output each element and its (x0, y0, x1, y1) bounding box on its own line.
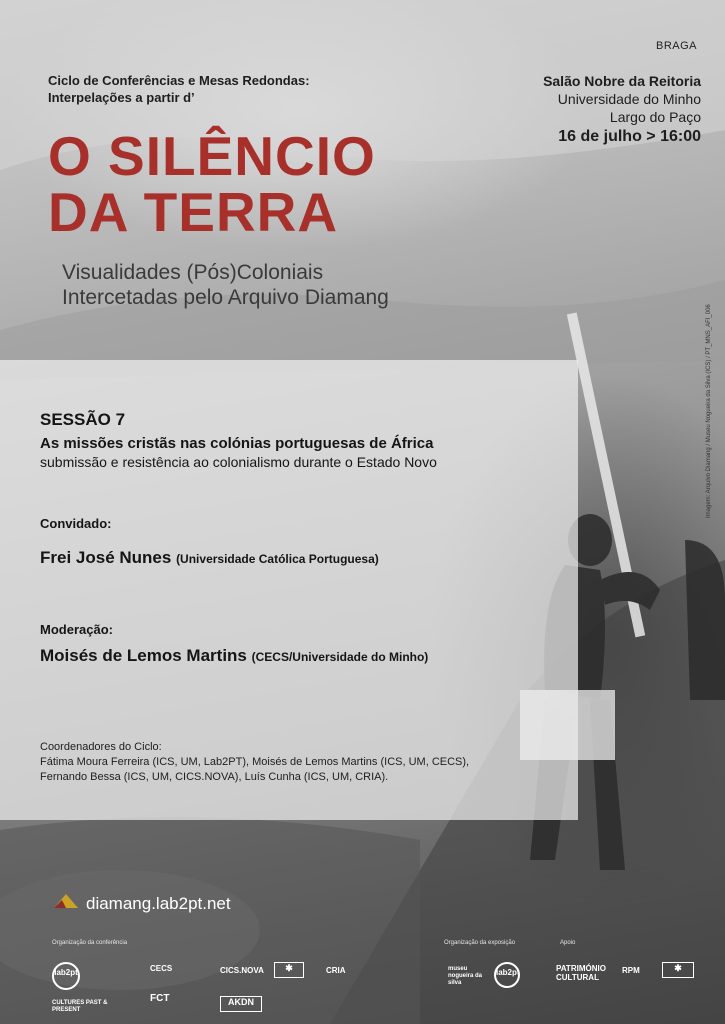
session-number: SESSÃO 7 (40, 410, 126, 429)
session-description: submissão e resistência ao colonialismo durante o Estado Novo (40, 454, 437, 470)
subtitle (62, 260, 389, 310)
cecs-logo: CECS (150, 964, 173, 973)
venue-square: Largo do Paço (609, 109, 701, 125)
venue-block (543, 72, 701, 146)
moderation-label: Moderação: (40, 622, 113, 637)
museu-logo: museu nogueira da silva (448, 966, 483, 986)
cycle-line-1: Ciclo de Conferências e Mesas Redondas: (48, 73, 310, 88)
session-block (40, 410, 570, 472)
guest-block (40, 548, 379, 568)
coordinators-line-2: Fernando Bessa (ICS, UM, CICS.NOVA), Luís Cunha (ICS, UM, CRIA). (40, 771, 389, 783)
subtitle-line-2: Intercetadas pelo Arquivo Diamang (62, 286, 389, 309)
image-credit (700, 250, 714, 520)
guest-name: Frei José Nunes (40, 548, 172, 567)
title-line-2: DA TERRA (48, 181, 339, 243)
moderator-block (40, 646, 428, 666)
subtitle-line-1: Visualidades (Pós)Coloniais (62, 261, 324, 284)
patrimonio-logo: PATRIMÓNIO CULTURAL (556, 964, 606, 982)
coordinators-line-1: Fátima Moura Ferreira (ICS, UM, Lab2PT), Moisés de Lemos Martins (ICS, UM, CECS), (40, 756, 470, 768)
venue-hall: Salão Nobre da Reitoria (543, 73, 701, 89)
fct-logo: FCT (150, 993, 170, 1004)
flag-logo-2: ✱ (662, 962, 694, 978)
lab2pt-logo-2: lab2pt (494, 962, 520, 988)
location-label: BRAGA (655, 40, 697, 52)
org-exhibition-label: Organização da exposição (444, 940, 516, 946)
session-topic: As missões cristãs nas colónias portuguesas de África (40, 435, 434, 452)
cycle-heading (48, 72, 310, 106)
page-title (48, 125, 376, 243)
org-conference-label: Organização da conferência (52, 940, 128, 946)
akdn-logo: AKDN (220, 996, 262, 1012)
guest-label: Convidado: (40, 516, 112, 531)
image-credit-text: Imagem: Arquivo Diamang / Museu Nogueira da Silva (ICS) / PT_MNS_AFI_006 (706, 304, 712, 518)
cria-logo: CRIA (326, 966, 346, 975)
support-label: Apoio (560, 940, 576, 946)
coordinators-block (40, 740, 570, 785)
moderator-affiliation: (CECS/Universidade do Minho) (251, 650, 429, 664)
cultures-logo: CULTURES PAST & PRESENT (52, 1000, 108, 1013)
flag-logo: ✱ (274, 962, 304, 978)
title-line-1: O SILÊNCIO (48, 125, 376, 187)
event-datetime: 16 de julho > 16:00 (558, 128, 701, 145)
cicsnova-logo: CICS.NOVA (220, 966, 264, 975)
venue-university: Universidade do Minho (557, 91, 701, 107)
website-logo-icon (52, 888, 80, 916)
moderator-name: Moisés de Lemos Martins (40, 646, 247, 665)
cycle-line-2: Interpelações a partir d’ (48, 90, 195, 105)
rpm-logo: RPM (622, 966, 640, 975)
website-link[interactable]: diamang.lab2pt.net (86, 894, 231, 913)
coordinators-label: Coordenadores do Ciclo: (40, 741, 162, 753)
guest-affiliation: (Universidade Católica Portuguesa) (176, 552, 379, 566)
lab2pt-logo: lab2pt (52, 962, 80, 990)
